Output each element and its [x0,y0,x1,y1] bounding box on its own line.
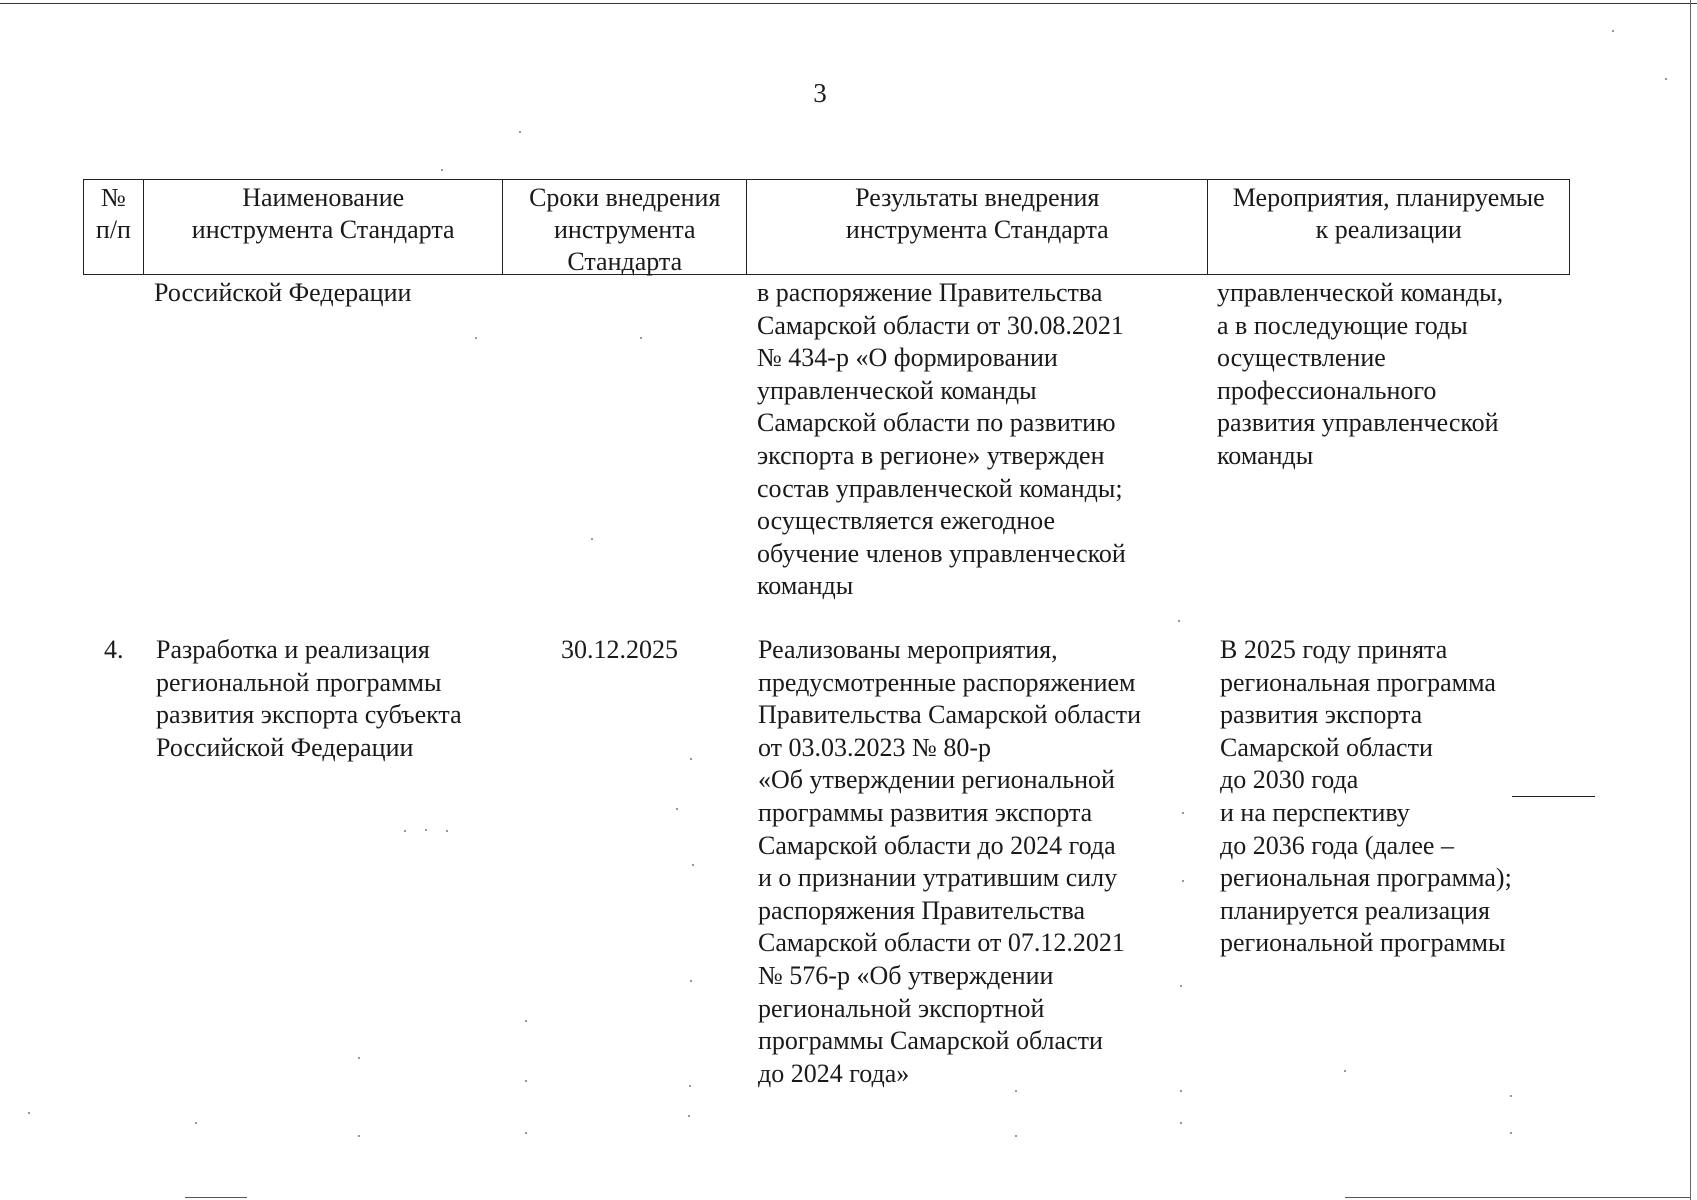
scan-speck [404,830,406,832]
scan-speck [519,131,521,133]
scan-speck [690,980,692,982]
scan-speck [1180,1090,1182,1092]
page-right-border [1690,0,1691,1200]
table-header [83,179,1570,275]
header-instrument-name: Наименование инструмента Стандарта [144,180,504,274]
margin-line [1512,796,1595,797]
row-results: в распоряжение Правительства Самарской области от 30.08.2021 № 434-р «О формировании управленческой команды Самарской области по развитию экспорта в регионе» утвержден состав управленческой команды; осуществляется ежегодное обучение членов управленческой команды [757,278,1126,601]
scan-speck [441,169,443,171]
scan-speck [1344,1070,1346,1072]
scan-speck [1510,1132,1512,1134]
page-number: 3 [813,78,827,108]
row-planned-measures: управленческой команды, а в последующие годы осуществление профессионального развития управленческой команды [1217,278,1504,470]
scan-speck [28,1112,30,1114]
scan-speck [1182,812,1184,814]
scan-speck [525,1132,527,1134]
scan-speck [690,758,692,760]
bottom-border-fragment [1345,1197,1690,1198]
header-number: № п/п [84,180,144,274]
row-results: Реализованы мероприятия, предусмотренные распоряжением Правительства Самарской области от 03.03.2023 № 80-р «Об утверждении региональной программы развития экспорта Самарской области до 2024 года и о признании утратившим силу распоряжения Правительства Самарской области от 07.12.2021 № 576-р «Об утверждении региональной экспортной программы Самарской области до 2024 года» [758,635,1141,1088]
row-planned-measures: В 2025 году принята региональная программа развития экспорта Самарской области до 2030 года и на перспективу до 2036 года (далее – региональная программа); планируется реализация региональной программы [1220,635,1512,958]
scan-speck [688,1115,690,1117]
page-top-border [0,3,1697,4]
scan-speck [358,1135,360,1137]
scan-speck [676,808,678,810]
row-instrument-name: Разработка и реализация региональной программы развития экспорта субъекта Российской Федерации [156,635,462,762]
scan-speck [525,1020,527,1022]
scan-speck [358,1057,360,1059]
header-planned-measures: Мероприятия, планируемые к реализации [1232,183,1545,244]
header-deadline: Сроки внедрения инструмента Стандарта [503,180,747,274]
scan-speck [692,864,694,866]
scan-speck [1180,1122,1182,1124]
scan-speck [640,337,642,339]
scan-speck [475,337,477,339]
scan-speck [1612,30,1614,32]
scan-speck [1015,1135,1017,1137]
scan-speck [1182,880,1184,882]
scan-speck [591,538,593,540]
scan-speck [1665,78,1667,80]
scan-speck [1178,620,1180,622]
row-deadline: 30.12.2025 [561,635,678,664]
row-instrument-name: Российской Федерации [154,278,412,307]
bottom-border-fragment [185,1197,247,1198]
scan-speck [1015,1090,1017,1092]
scan-speck [446,830,448,832]
row-number: 4. [104,635,124,664]
scan-speck [195,1122,197,1124]
scan-speck [689,1085,691,1087]
scan-speck [425,829,427,831]
scan-speck [525,1080,527,1082]
header-results: Результаты внедрения инструмента Стандарта [747,180,1208,274]
scan-speck [1180,985,1182,987]
scan-speck [1510,1095,1512,1097]
